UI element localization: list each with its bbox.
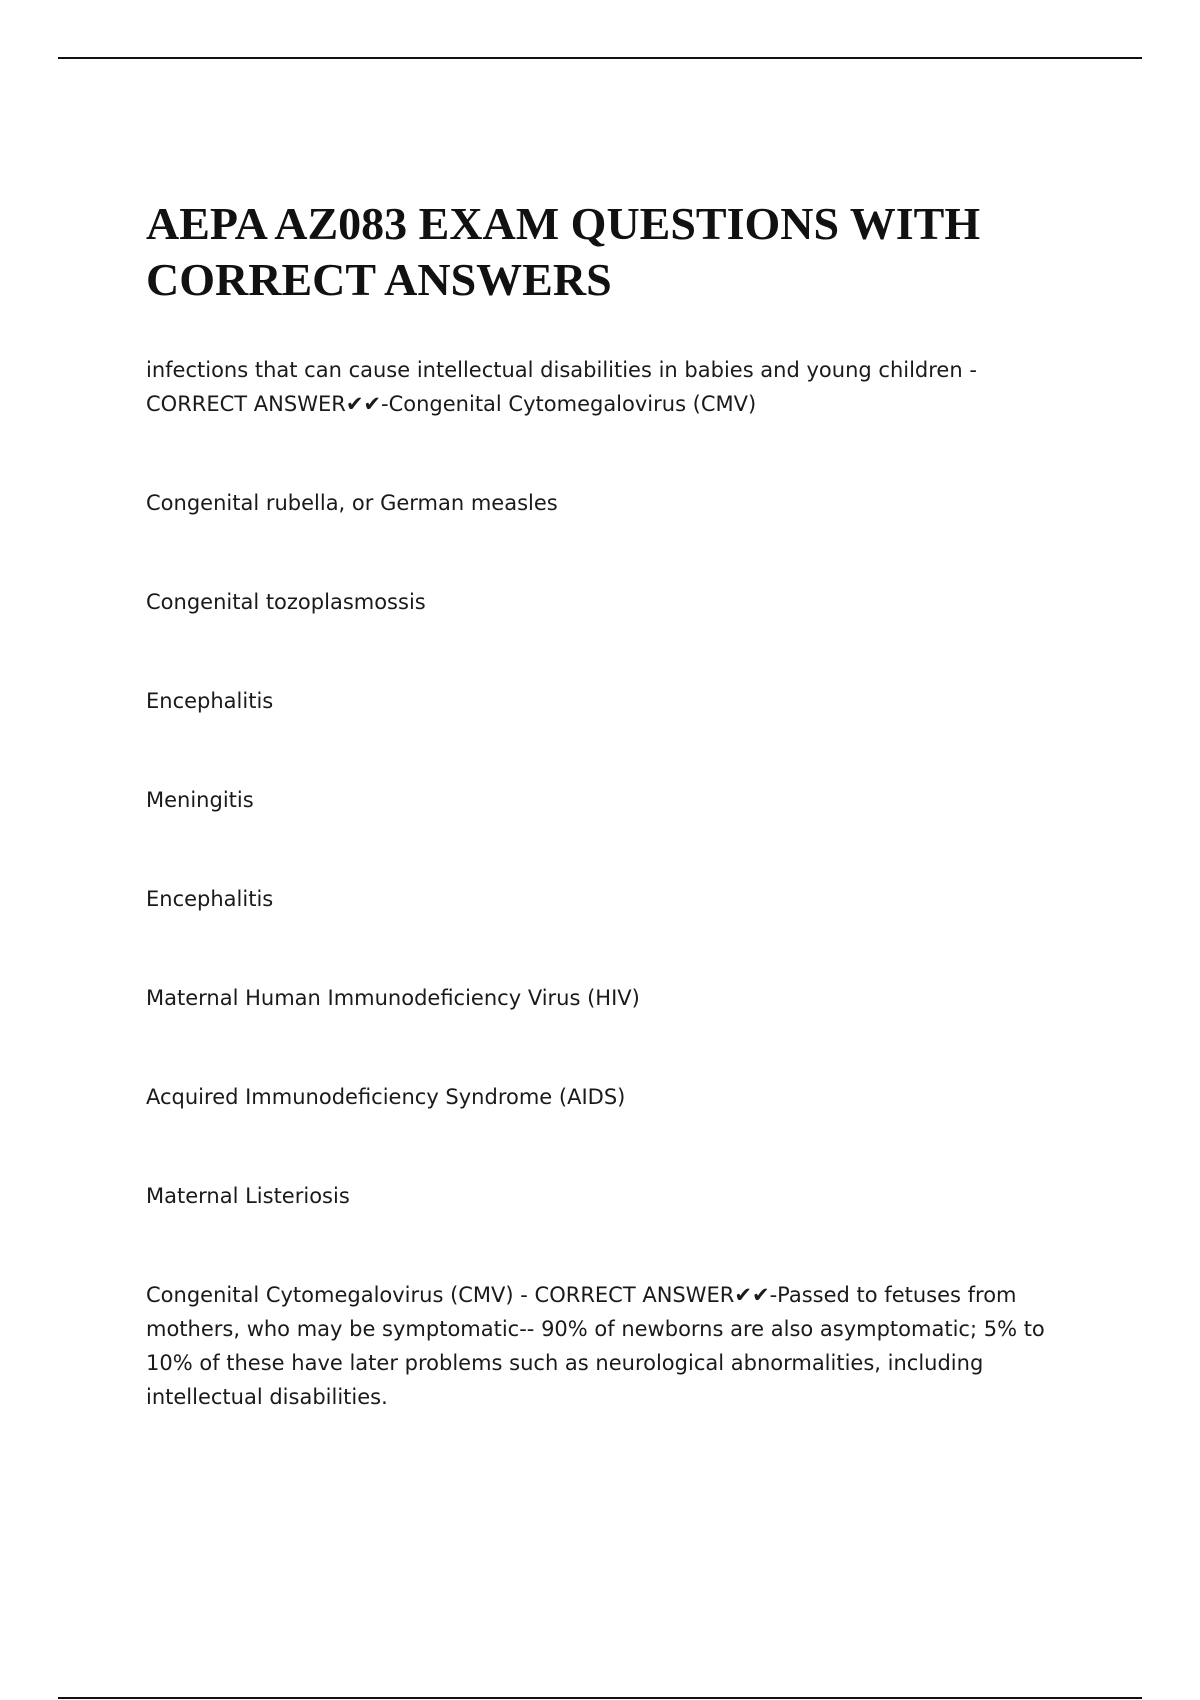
list-item: Meningitis (146, 788, 254, 812)
qa-entry-infections: infections that can cause intellectual disabilities in babies and young children - CORRECT ANSWER✔✔-Congenital Cytomegalovirus (CMV) (146, 358, 977, 416)
list-item: Encephalitis (146, 689, 274, 713)
top-divider (58, 57, 1142, 59)
list-item: Acquired Immunodeficiency Syndrome (AIDS) (146, 1085, 626, 1109)
list-item: Congenital tozoplasmossis (146, 590, 426, 614)
bottom-divider (58, 1697, 1142, 1699)
list-item: Maternal Human Immunodeficiency Virus (HIV) (146, 986, 640, 1010)
list-item: Encephalitis (146, 887, 274, 911)
list-item: Congenital rubella, or German measles (146, 491, 558, 515)
list-item: Maternal Listeriosis (146, 1184, 350, 1208)
document-title: AEPA AZ083 EXAM QUESTIONS WITH CORRECT ANSWERS (146, 198, 981, 305)
document-body (146, 196, 1076, 1414)
qa-entry-cmv: Congenital Cytomegalovirus (CMV) - CORRECT ANSWER✔✔-Passed to fetuses from mothers, who may be symptomatic-- 90% of newborns are also asymptomatic; 5% to 10% of these have later problems such as neurological abnormalities, including intellectual disabilities. (146, 1283, 1045, 1409)
